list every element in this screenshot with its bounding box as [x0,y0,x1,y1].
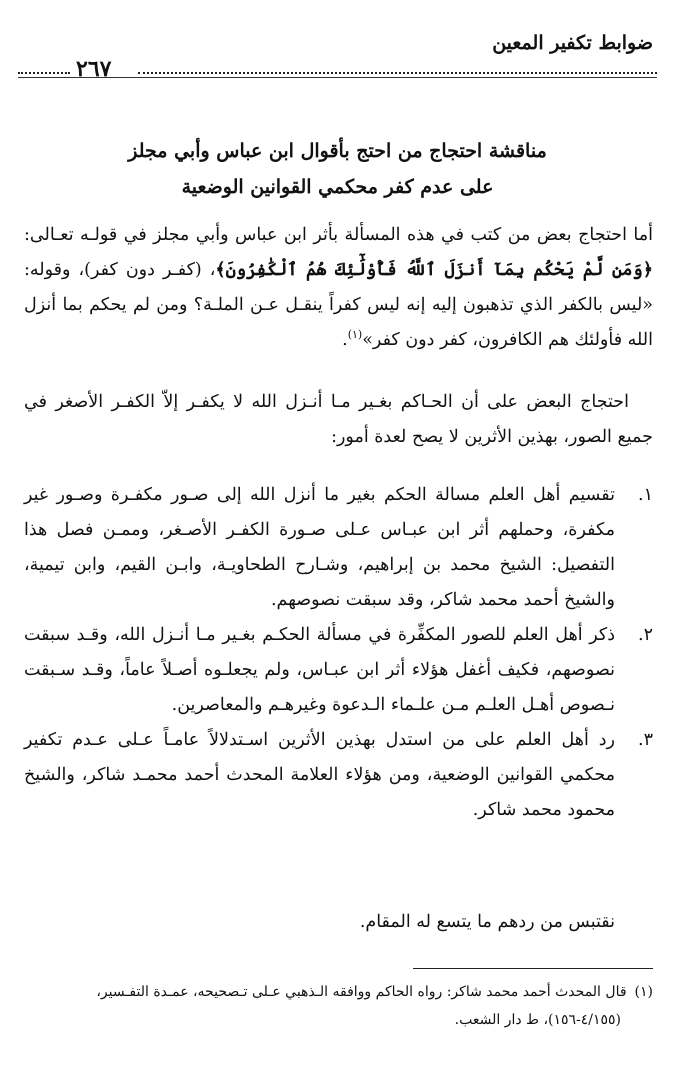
quran-verse: ﴿وَمَن لَّمْ يَحْكُم بِمَآ أَنزَلَ ٱللَّهُ فَأُوْلَٰٓئِكَ هُمُ ٱلْكَٰفِرُونَ﴾ [215,260,653,280]
reasons-list [24,478,653,828]
paragraph-intro-end: . [342,330,348,350]
list-item-number: ١. [638,485,653,505]
page-header [18,30,657,82]
page-number: ٢٦٧ [76,56,112,82]
section-heading-line1: مناقشة احتجاج من احتج بأقوال ابن عباس وأبي مجلز [128,140,547,162]
footnote-line1 [24,978,653,1006]
list-item-text: رد أهل العلم على من استدل بهذين الأثرين اسـتدلالاً عامـاً عـلى عـدم تكفير محكمي القوانين الوضعية، ومن هؤلاء العلامة المحدث أحمد محمـد شاكر، والشيخ محمود محمد شاكر. [24,730,615,820]
footnote-text-line1: قال المحدث أحمد محمد شاكر: رواه الحاكم ووافقه الـذهبي عـلى تـصحيحه، عمـدة التفـسير، [96,984,627,1000]
header-divider [18,77,657,78]
list-item-text: ذكر أهل العلم للصور المكفِّرة في مسألة الحكـم بغـير مـا أنـزل الله، وقـد سبقت نصوصهم، فكيف أغفل هؤلاء أثر ابن عبـاس، ولم يجعلـوه أصـلاً عاماً، وقـد سـبقت نـصوص أهـل العلـم مـن علـماء الـدعوة وغيرهـم والمعاصرين. [24,625,615,715]
header-dotted-rule-left [18,72,70,74]
list-item [24,618,653,723]
footnote-text-line2: (٤/١٥٥-١٥٦)، ط دار الشعب. [454,1012,621,1028]
list-item-number: ٣. [638,730,653,750]
list-item [24,478,653,618]
footnote-reference[interactable]: (١) [347,328,363,342]
paragraph-intro-text-b: ، (كفـر دون كفر)، وقوله: «ليس بالكفر الذي تذهبون إليه إنه ليس كفراً ينقـل عـن الملـة؟ ومن لم يحكم بما أنزل الله فأولئك هم الكافرون، كفر دون كفر» [24,260,653,350]
paragraph-argument: احتجاج البعض على أن الحـاكم بغـير مـا أنـزل الله لا يكفـر إلاّ الكفـر الأصغر في جميع الصور، بهذين الأثرين لا يصح لعدة أمور: [24,392,653,447]
paragraph-intro [24,218,653,358]
list-item-text: تقسيم أهل العلم مسالة الحكم بغير ما أنزل الله إلى صـور مكفـرة وصـور غير مكفرة، وحملهم أثر ابن عبـاس عـلى صـورة الكفـر الأصـغر، وممـن فصل هذا التفصيل: الشيخ محمد بن إبراهيم، وشـارح الطحاويـة، وابـن القيم، وابن تيمية، والشيخ أحمد محمد شاكر، وقد سبقت نصوصهم. [24,485,615,610]
list-item-number: ٢. [638,625,653,645]
running-title: ضوابط تكفير المعين [492,32,653,54]
section-heading-line2: على عدم كفر محكمي القوانين الوضعية [181,176,494,198]
list-item [24,723,653,828]
header-dotted-rule [138,72,657,74]
footnote-divider [413,968,653,969]
paragraph-intro-text-a: أما احتجاج بعض من كتب في هذه المسألة بأثر ابن عباس وأبي مجلز في قولـه تعـالى: [24,225,653,245]
paragraph-closing: نقتبس من ردهم ما يتسع له المقام. [359,912,615,932]
footnote-number: (١) [634,984,653,1000]
footnote [24,978,653,1034]
